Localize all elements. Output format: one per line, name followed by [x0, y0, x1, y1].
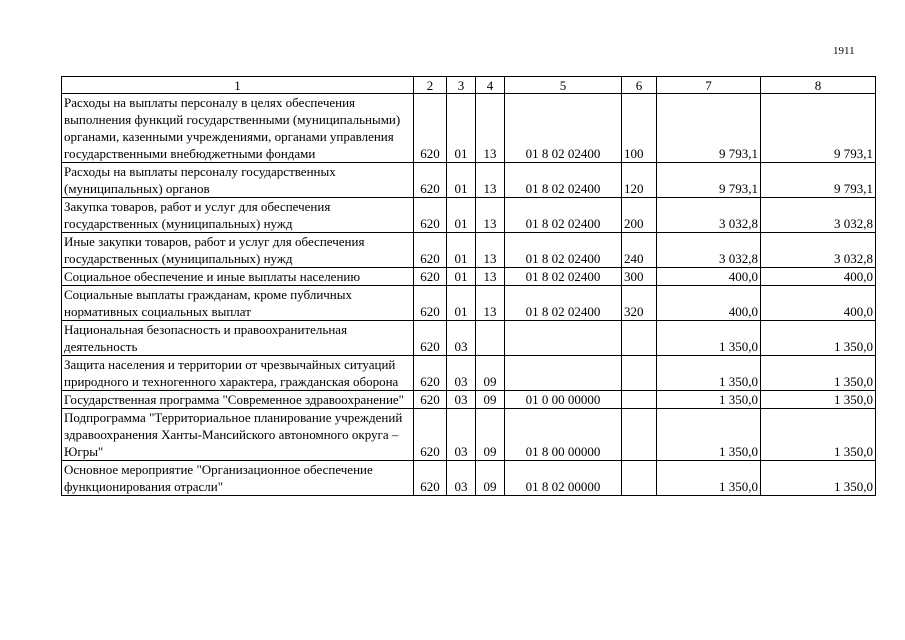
row-target-article-cell: 01 8 02 02400: [505, 233, 622, 268]
table-row: [62, 461, 876, 496]
table-row: [62, 409, 876, 461]
row-target-article-cell: 01 8 02 00000: [505, 461, 622, 496]
row-expense-type-cell: 300: [622, 268, 657, 286]
row-section-cell: 01: [447, 163, 476, 198]
row-section-cell: 03: [447, 409, 476, 461]
row-target-article-cell: 01 8 00 00000: [505, 409, 622, 461]
row-section-cell: 01: [447, 268, 476, 286]
row-name-cell: Государственная программа "Современное здравоохранение": [62, 391, 414, 409]
row-section-cell: 01: [447, 94, 476, 163]
row-code-cell: 620: [414, 94, 447, 163]
row-name-cell: Национальная безопасность и правоохранительная деятельность: [62, 321, 414, 356]
budget-table: [61, 76, 876, 496]
row-expense-type-cell: [622, 391, 657, 409]
row-name-cell: Социальные выплаты гражданам, кроме публичных нормативных социальных выплат: [62, 286, 414, 321]
row-amount-cell: 400,0: [657, 268, 761, 286]
table-row: [62, 391, 876, 409]
row-expense-type-cell: 320: [622, 286, 657, 321]
row-amount-cell: 1 350,0: [761, 461, 876, 496]
row-expense-type-cell: 240: [622, 233, 657, 268]
header-cell-5: 5: [505, 77, 622, 94]
row-amount-cell: 1 350,0: [657, 321, 761, 356]
row-code-cell: 620: [414, 321, 447, 356]
row-section-cell: 03: [447, 391, 476, 409]
row-subsection-cell: 13: [476, 233, 505, 268]
row-code-cell: 620: [414, 163, 447, 198]
row-target-article-cell: 01 8 02 02400: [505, 163, 622, 198]
row-section-cell: 01: [447, 198, 476, 233]
row-target-article-cell: 01 0 00 00000: [505, 391, 622, 409]
row-target-article-cell: [505, 321, 622, 356]
row-amount-cell: 9 793,1: [657, 94, 761, 163]
header-row: [62, 77, 876, 94]
row-target-article-cell: [505, 356, 622, 391]
row-expense-type-cell: 100: [622, 94, 657, 163]
row-amount-cell: 3 032,8: [761, 198, 876, 233]
row-name-cell: Защита населения и территории от чрезвычайных ситуаций природного и техногенного характера, гражданская оборона: [62, 356, 414, 391]
row-amount-cell: 1 350,0: [761, 321, 876, 356]
table-row: [62, 94, 876, 163]
row-expense-type-cell: [622, 321, 657, 356]
table-row: [62, 233, 876, 268]
row-expense-type-cell: 120: [622, 163, 657, 198]
row-amount-cell: 3 032,8: [761, 233, 876, 268]
row-amount-cell: 1 350,0: [657, 356, 761, 391]
row-section-cell: 03: [447, 356, 476, 391]
row-section-cell: 03: [447, 461, 476, 496]
row-target-article-cell: 01 8 02 02400: [505, 198, 622, 233]
row-target-article-cell: 01 8 02 02400: [505, 94, 622, 163]
header-cell-1: 1: [62, 77, 414, 94]
row-code-cell: 620: [414, 356, 447, 391]
row-amount-cell: 1 350,0: [657, 461, 761, 496]
row-section-cell: 01: [447, 286, 476, 321]
table-row: [62, 163, 876, 198]
row-code-cell: 620: [414, 198, 447, 233]
row-amount-cell: 400,0: [761, 286, 876, 321]
row-subsection-cell: 13: [476, 198, 505, 233]
row-subsection-cell: 13: [476, 286, 505, 321]
row-amount-cell: 3 032,8: [657, 198, 761, 233]
row-amount-cell: 400,0: [761, 268, 876, 286]
row-name-cell: Закупка товаров, работ и услуг для обеспечения государственных (муниципальных) нужд: [62, 198, 414, 233]
row-name-cell: Расходы на выплаты персоналу в целях обеспечения выполнения функций государственными (муниципальными) органами, казенными учреждениями, органами управления государственными внебюджетными фондами: [62, 94, 414, 163]
row-amount-cell: 400,0: [657, 286, 761, 321]
row-amount-cell: 9 793,1: [761, 94, 876, 163]
row-code-cell: 620: [414, 286, 447, 321]
row-amount-cell: 1 350,0: [657, 409, 761, 461]
row-code-cell: 620: [414, 391, 447, 409]
table-row: [62, 321, 876, 356]
row-amount-cell: 9 793,1: [761, 163, 876, 198]
header-cell-2: 2: [414, 77, 447, 94]
row-subsection-cell: 09: [476, 461, 505, 496]
table-row: [62, 198, 876, 233]
row-name-cell: Подпрограмма "Территориальное планирование учреждений здравоохранения Ханты-Мансийского автономного округа – Югры": [62, 409, 414, 461]
row-amount-cell: 3 032,8: [657, 233, 761, 268]
row-code-cell: 620: [414, 461, 447, 496]
row-expense-type-cell: [622, 461, 657, 496]
row-name-cell: Социальное обеспечение и иные выплаты населению: [62, 268, 414, 286]
row-target-article-cell: 01 8 02 02400: [505, 268, 622, 286]
header-cell-7: 7: [657, 77, 761, 94]
row-subsection-cell: 13: [476, 163, 505, 198]
row-amount-cell: 1 350,0: [657, 391, 761, 409]
table-row: [62, 268, 876, 286]
row-expense-type-cell: [622, 409, 657, 461]
header-cell-8: 8: [761, 77, 876, 94]
page-number: 1911: [833, 45, 855, 57]
row-name-cell: Расходы на выплаты персоналу государственных (муниципальных) органов: [62, 163, 414, 198]
row-name-cell: Иные закупки товаров, работ и услуг для обеспечения государственных (муниципальных) нужд: [62, 233, 414, 268]
row-subsection-cell: [476, 321, 505, 356]
row-code-cell: 620: [414, 233, 447, 268]
row-name-cell: Основное мероприятие "Организационное обеспечение функционирования отрасли": [62, 461, 414, 496]
row-subsection-cell: 09: [476, 391, 505, 409]
header-cell-3: 3: [447, 77, 476, 94]
row-subsection-cell: 09: [476, 409, 505, 461]
row-code-cell: 620: [414, 268, 447, 286]
row-amount-cell: 1 350,0: [761, 391, 876, 409]
row-subsection-cell: 09: [476, 356, 505, 391]
row-expense-type-cell: [622, 356, 657, 391]
row-section-cell: 01: [447, 233, 476, 268]
table-body: [62, 94, 876, 496]
table-row: [62, 286, 876, 321]
header-cell-4: 4: [476, 77, 505, 94]
row-code-cell: 620: [414, 409, 447, 461]
table-row: [62, 356, 876, 391]
row-target-article-cell: 01 8 02 02400: [505, 286, 622, 321]
row-amount-cell: 1 350,0: [761, 409, 876, 461]
header-cell-6: 6: [622, 77, 657, 94]
row-expense-type-cell: 200: [622, 198, 657, 233]
row-subsection-cell: 13: [476, 268, 505, 286]
row-amount-cell: 9 793,1: [657, 163, 761, 198]
row-amount-cell: 1 350,0: [761, 356, 876, 391]
row-subsection-cell: 13: [476, 94, 505, 163]
row-section-cell: 03: [447, 321, 476, 356]
